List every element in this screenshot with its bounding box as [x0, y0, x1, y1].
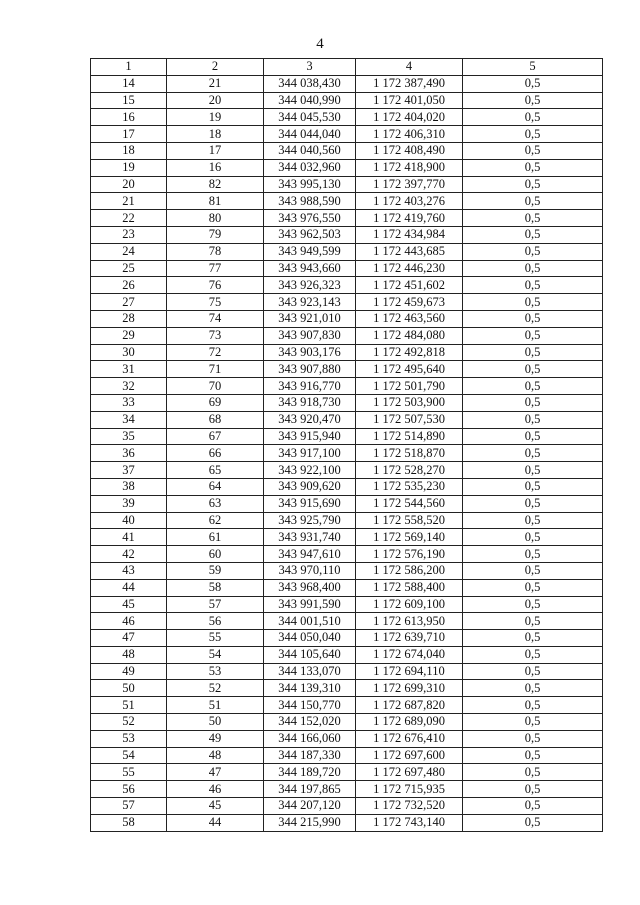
table-cell: 1 172 443,685 [356, 243, 463, 260]
table-cell: 1 172 732,520 [356, 798, 463, 815]
column-header: 2 [167, 59, 264, 76]
table-cell: 35 [91, 428, 167, 445]
table-cell: 0,5 [463, 529, 603, 546]
table-cell: 1 172 639,710 [356, 630, 463, 647]
table-cell: 343 923,143 [264, 294, 356, 311]
table-cell: 344 152,020 [264, 714, 356, 731]
table-cell: 344 040,560 [264, 142, 356, 159]
table-cell: 0,5 [463, 260, 603, 277]
table-cell: 1 172 501,790 [356, 378, 463, 395]
table-cell: 0,5 [463, 478, 603, 495]
table-row [91, 747, 603, 764]
table-row [91, 193, 603, 210]
table-cell: 343 949,599 [264, 243, 356, 260]
table-cell: 344 189,720 [264, 764, 356, 781]
table-cell: 68 [167, 411, 264, 428]
table-cell: 1 172 495,640 [356, 361, 463, 378]
table-cell: 0,5 [463, 596, 603, 613]
table-cell: 344 133,070 [264, 663, 356, 680]
table-row [91, 697, 603, 714]
table-cell: 0,5 [463, 714, 603, 731]
table-row [91, 798, 603, 815]
table-cell: 0,5 [463, 327, 603, 344]
table-cell: 22 [91, 210, 167, 227]
table-cell: 0,5 [463, 109, 603, 126]
table-row [91, 562, 603, 579]
table-cell: 1 172 697,480 [356, 764, 463, 781]
table-cell: 343 988,590 [264, 193, 356, 210]
table-cell: 50 [167, 714, 264, 731]
table-cell: 344 040,990 [264, 92, 356, 109]
table-cell: 1 172 451,602 [356, 277, 463, 294]
table-cell: 64 [167, 478, 264, 495]
table-cell: 80 [167, 210, 264, 227]
table-cell: 344 044,040 [264, 126, 356, 143]
table-cell: 53 [167, 663, 264, 680]
table-row [91, 663, 603, 680]
table-cell: 79 [167, 226, 264, 243]
table-body [91, 75, 603, 831]
table-cell: 24 [91, 243, 167, 260]
table-cell: 43 [91, 562, 167, 579]
table-row [91, 462, 603, 479]
table-cell: 344 050,040 [264, 630, 356, 647]
table-cell: 1 172 715,935 [356, 781, 463, 798]
table-cell: 18 [91, 142, 167, 159]
table-cell: 344 105,640 [264, 646, 356, 663]
table-cell: 47 [167, 764, 264, 781]
table-cell: 344 139,310 [264, 680, 356, 697]
table-cell: 1 172 401,050 [356, 92, 463, 109]
table-cell: 17 [167, 142, 264, 159]
table-cell: 343 907,830 [264, 327, 356, 344]
table-cell: 51 [91, 697, 167, 714]
table-cell: 31 [91, 361, 167, 378]
table-cell: 17 [91, 126, 167, 143]
table-cell: 1 172 676,410 [356, 730, 463, 747]
table-row [91, 361, 603, 378]
table-cell: 343 920,470 [264, 411, 356, 428]
column-header: 5 [463, 59, 603, 76]
table-row [91, 378, 603, 395]
table-cell: 1 172 404,020 [356, 109, 463, 126]
table-row [91, 210, 603, 227]
table-row [91, 176, 603, 193]
table-cell: 0,5 [463, 764, 603, 781]
table-cell: 75 [167, 294, 264, 311]
table-row [91, 730, 603, 747]
table-cell: 52 [167, 680, 264, 697]
table-cell: 0,5 [463, 75, 603, 92]
table-cell: 1 172 514,890 [356, 428, 463, 445]
table-cell: 0,5 [463, 176, 603, 193]
table-cell: 57 [167, 596, 264, 613]
table-cell: 1 172 434,984 [356, 226, 463, 243]
table-row [91, 579, 603, 596]
table-cell: 0,5 [463, 294, 603, 311]
table-cell: 40 [91, 512, 167, 529]
table-cell: 1 172 586,200 [356, 562, 463, 579]
table-cell: 78 [167, 243, 264, 260]
table-row [91, 411, 603, 428]
table-cell: 0,5 [463, 697, 603, 714]
table-cell: 72 [167, 344, 264, 361]
table-cell: 343 915,690 [264, 495, 356, 512]
table-row [91, 529, 603, 546]
table-cell: 344 187,330 [264, 747, 356, 764]
table-cell: 343 995,130 [264, 176, 356, 193]
table-row [91, 310, 603, 327]
table-cell: 1 172 397,770 [356, 176, 463, 193]
table-cell: 0,5 [463, 226, 603, 243]
table-cell: 1 172 674,040 [356, 646, 463, 663]
table-cell: 1 172 463,560 [356, 310, 463, 327]
table-cell: 1 172 419,760 [356, 210, 463, 227]
table-cell: 55 [91, 764, 167, 781]
table-cell: 44 [91, 579, 167, 596]
table-cell: 1 172 689,090 [356, 714, 463, 731]
table-cell: 47 [91, 630, 167, 647]
table-cell: 16 [167, 159, 264, 176]
table-cell: 1 172 387,490 [356, 75, 463, 92]
table-cell: 1 172 576,190 [356, 546, 463, 563]
table-cell: 42 [91, 546, 167, 563]
table-cell: 0,5 [463, 747, 603, 764]
table-cell: 29 [91, 327, 167, 344]
table-cell: 1 172 528,270 [356, 462, 463, 479]
table-cell: 344 207,120 [264, 798, 356, 815]
table-cell: 58 [91, 814, 167, 831]
table-cell: 0,5 [463, 663, 603, 680]
table-cell: 343 925,790 [264, 512, 356, 529]
table-row [91, 814, 603, 831]
table-cell: 37 [91, 462, 167, 479]
table-row [91, 142, 603, 159]
table-cell: 0,5 [463, 562, 603, 579]
table-row [91, 394, 603, 411]
table-cell: 67 [167, 428, 264, 445]
table-cell: 343 970,110 [264, 562, 356, 579]
table-cell: 32 [91, 378, 167, 395]
table-cell: 26 [91, 277, 167, 294]
table-cell: 344 150,770 [264, 697, 356, 714]
table-row [91, 680, 603, 697]
table-cell: 343 903,176 [264, 344, 356, 361]
table-cell: 57 [91, 798, 167, 815]
table-cell: 21 [167, 75, 264, 92]
table-cell: 343 922,100 [264, 462, 356, 479]
table-cell: 343 947,610 [264, 546, 356, 563]
table-cell: 14 [91, 75, 167, 92]
table-cell: 343 921,010 [264, 310, 356, 327]
table-row [91, 445, 603, 462]
table-cell: 344 166,060 [264, 730, 356, 747]
table-cell: 0,5 [463, 210, 603, 227]
table-cell: 1 172 408,490 [356, 142, 463, 159]
table-cell: 53 [91, 730, 167, 747]
table-row [91, 243, 603, 260]
table-cell: 343 918,730 [264, 394, 356, 411]
table-cell: 343 926,323 [264, 277, 356, 294]
table-cell: 0,5 [463, 798, 603, 815]
table-cell: 23 [91, 226, 167, 243]
table-cell: 0,5 [463, 142, 603, 159]
table-cell: 0,5 [463, 814, 603, 831]
table-cell: 59 [167, 562, 264, 579]
table-cell: 343 917,100 [264, 445, 356, 462]
coordinates-table [90, 58, 603, 832]
table-cell: 1 172 507,530 [356, 411, 463, 428]
table-cell: 1 172 687,820 [356, 697, 463, 714]
table-cell: 1 172 743,140 [356, 814, 463, 831]
table-cell: 82 [167, 176, 264, 193]
table-cell: 60 [167, 546, 264, 563]
table-cell: 1 172 699,310 [356, 680, 463, 697]
table-cell: 81 [167, 193, 264, 210]
table-cell: 343 915,940 [264, 428, 356, 445]
table-row [91, 260, 603, 277]
table-row [91, 613, 603, 630]
table-cell: 1 172 613,950 [356, 613, 463, 630]
table-cell: 343 931,740 [264, 529, 356, 546]
table-cell: 16 [91, 109, 167, 126]
table-row [91, 646, 603, 663]
table-cell: 0,5 [463, 630, 603, 647]
table-cell: 343 916,770 [264, 378, 356, 395]
table-cell: 0,5 [463, 646, 603, 663]
table-cell: 19 [91, 159, 167, 176]
table-row [91, 159, 603, 176]
table-row [91, 596, 603, 613]
table-cell: 344 215,990 [264, 814, 356, 831]
table-cell: 1 172 569,140 [356, 529, 463, 546]
table-cell: 344 032,960 [264, 159, 356, 176]
table-row [91, 781, 603, 798]
table-cell: 38 [91, 478, 167, 495]
table-cell: 1 172 418,900 [356, 159, 463, 176]
table-cell: 48 [91, 646, 167, 663]
table-cell: 1 172 518,870 [356, 445, 463, 462]
table-cell: 0,5 [463, 680, 603, 697]
page-number: 4 [316, 36, 324, 52]
table-cell: 49 [91, 663, 167, 680]
table-cell: 1 172 503,900 [356, 394, 463, 411]
table-row [91, 75, 603, 92]
table-cell: 0,5 [463, 193, 603, 210]
table-row [91, 714, 603, 731]
table-cell: 344 045,530 [264, 109, 356, 126]
table-cell: 1 172 446,230 [356, 260, 463, 277]
table-cell: 0,5 [463, 462, 603, 479]
table-cell: 0,5 [463, 428, 603, 445]
table-cell: 0,5 [463, 512, 603, 529]
table-cell: 18 [167, 126, 264, 143]
table-cell: 27 [91, 294, 167, 311]
table-cell: 56 [91, 781, 167, 798]
table-cell: 344 197,865 [264, 781, 356, 798]
table-cell: 1 172 558,520 [356, 512, 463, 529]
table-cell: 1 172 484,080 [356, 327, 463, 344]
table-cell: 1 172 609,100 [356, 596, 463, 613]
table-cell: 0,5 [463, 411, 603, 428]
table-cell: 0,5 [463, 243, 603, 260]
table-cell: 0,5 [463, 344, 603, 361]
table-row [91, 344, 603, 361]
table-row [91, 495, 603, 512]
table-cell: 25 [91, 260, 167, 277]
table-cell: 0,5 [463, 613, 603, 630]
table-cell: 19 [167, 109, 264, 126]
table-cell: 56 [167, 613, 264, 630]
table-row [91, 226, 603, 243]
table-cell: 69 [167, 394, 264, 411]
table-cell: 1 172 535,230 [356, 478, 463, 495]
table-cell: 0,5 [463, 730, 603, 747]
table-cell: 343 909,620 [264, 478, 356, 495]
table-cell: 76 [167, 277, 264, 294]
table-cell: 51 [167, 697, 264, 714]
table-cell: 48 [167, 747, 264, 764]
table-cell: 0,5 [463, 378, 603, 395]
table-cell: 73 [167, 327, 264, 344]
table-row [91, 92, 603, 109]
table-cell: 0,5 [463, 495, 603, 512]
table-cell: 1 172 459,673 [356, 294, 463, 311]
table-cell: 45 [167, 798, 264, 815]
table-cell: 344 038,430 [264, 75, 356, 92]
table-row [91, 277, 603, 294]
table-cell: 61 [167, 529, 264, 546]
table-cell: 50 [91, 680, 167, 697]
table-cell: 0,5 [463, 310, 603, 327]
table-cell: 1 172 492,818 [356, 344, 463, 361]
table-row [91, 428, 603, 445]
table-cell: 1 172 694,110 [356, 663, 463, 680]
table-row [91, 109, 603, 126]
table-cell: 41 [91, 529, 167, 546]
column-header: 3 [264, 59, 356, 76]
table-cell: 71 [167, 361, 264, 378]
table-cell: 58 [167, 579, 264, 596]
table-cell: 65 [167, 462, 264, 479]
table-cell: 1 172 697,600 [356, 747, 463, 764]
table-cell: 1 172 544,560 [356, 495, 463, 512]
table-cell: 0,5 [463, 126, 603, 143]
table-cell: 343 907,880 [264, 361, 356, 378]
table-row [91, 630, 603, 647]
table-cell: 0,5 [463, 394, 603, 411]
table-cell: 55 [167, 630, 264, 647]
table-cell: 46 [91, 613, 167, 630]
column-header: 4 [356, 59, 463, 76]
table-cell: 0,5 [463, 579, 603, 596]
table-cell: 0,5 [463, 159, 603, 176]
table-cell: 0,5 [463, 445, 603, 462]
table-cell: 343 943,660 [264, 260, 356, 277]
table-cell: 45 [91, 596, 167, 613]
table-cell: 54 [167, 646, 264, 663]
table-cell: 20 [91, 176, 167, 193]
table-row [91, 512, 603, 529]
table-cell: 63 [167, 495, 264, 512]
table-cell: 36 [91, 445, 167, 462]
table-cell: 15 [91, 92, 167, 109]
table-cell: 0,5 [463, 546, 603, 563]
table-cell: 1 172 588,400 [356, 579, 463, 596]
table-cell: 0,5 [463, 361, 603, 378]
table-cell: 0,5 [463, 277, 603, 294]
table-cell: 30 [91, 344, 167, 361]
table-row [91, 546, 603, 563]
table-row [91, 478, 603, 495]
table-cell: 39 [91, 495, 167, 512]
table-row [91, 327, 603, 344]
table-row [91, 764, 603, 781]
table-cell: 1 172 403,276 [356, 193, 463, 210]
table-cell: 0,5 [463, 92, 603, 109]
table-cell: 0,5 [463, 781, 603, 798]
table-cell: 21 [91, 193, 167, 210]
table-cell: 1 172 406,310 [356, 126, 463, 143]
table-cell: 62 [167, 512, 264, 529]
table-row [91, 294, 603, 311]
table-cell: 52 [91, 714, 167, 731]
table-cell: 46 [167, 781, 264, 798]
table-header-row [91, 59, 603, 76]
table-cell: 77 [167, 260, 264, 277]
table-cell: 44 [167, 814, 264, 831]
table-cell: 70 [167, 378, 264, 395]
table-cell: 54 [91, 747, 167, 764]
table-cell: 344 001,510 [264, 613, 356, 630]
column-header: 1 [91, 59, 167, 76]
table-cell: 343 976,550 [264, 210, 356, 227]
table-cell: 33 [91, 394, 167, 411]
table-cell: 28 [91, 310, 167, 327]
table-cell: 66 [167, 445, 264, 462]
table-cell: 74 [167, 310, 264, 327]
table-row [91, 126, 603, 143]
table-cell: 20 [167, 92, 264, 109]
table-cell: 49 [167, 730, 264, 747]
table-cell: 343 962,503 [264, 226, 356, 243]
table-cell: 34 [91, 411, 167, 428]
table-cell: 343 991,590 [264, 596, 356, 613]
table-cell: 343 968,400 [264, 579, 356, 596]
